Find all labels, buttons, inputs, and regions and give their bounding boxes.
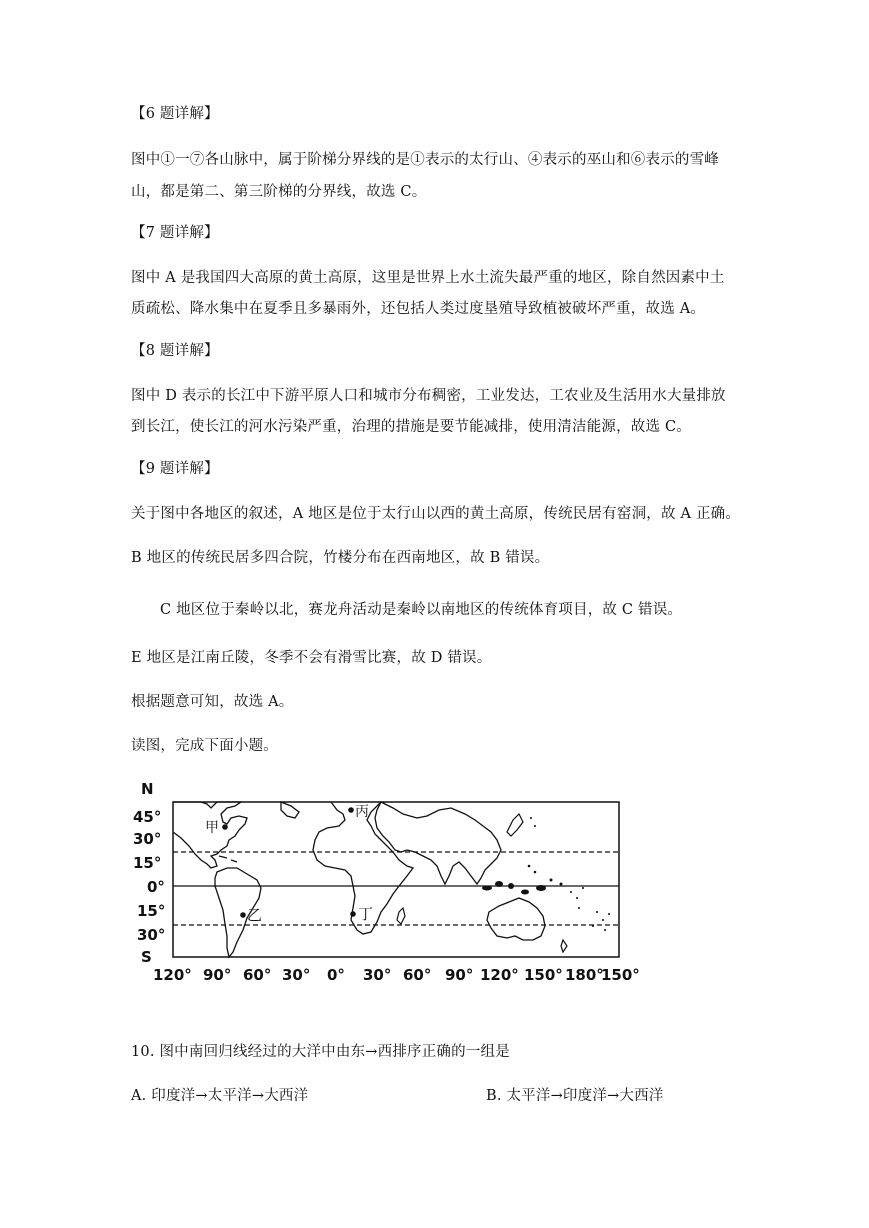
q9-line-3: C 地区位于秦岭以北，赛龙舟活动是秦岭以南地区的传统体育项目，故 C 错误。 (160, 602, 683, 618)
lon-label-120e: 120° (480, 966, 519, 984)
lon-label-90e: 90° (445, 966, 474, 984)
north-label: N (141, 780, 154, 798)
point-bing-dot (348, 807, 354, 813)
point-ding-label: 丁 (358, 905, 374, 923)
south-label: S (141, 948, 152, 966)
lon-label-120w: 120° (153, 966, 192, 984)
q9-line-2: B 地区的传统民居多四合院，竹楼分布在西南地区，故 B 错误。 (131, 550, 550, 566)
q10-option-a[interactable]: A. 印度洋→太平洋→大西洋 (131, 1088, 309, 1104)
asia-outline (375, 802, 501, 884)
australia-outline (487, 898, 545, 940)
q8-heading: 【8 题详解】 (131, 343, 219, 359)
q9-line-5: 根据题意可知，故选 A。 (131, 694, 294, 710)
q6-line-1: 图中①一⑦各山脉中，属于阶梯分界线的是①表示的太行山、④表示的巫山和⑥表示的雪峰 (131, 152, 719, 168)
q9-heading: 【9 题详解】 (131, 461, 219, 477)
point-yi-dot (240, 912, 246, 918)
new-zealand-outline (561, 940, 567, 952)
point-bing-label: 丙 (355, 804, 369, 820)
japan-outline (507, 814, 523, 836)
point-jia-dot (222, 824, 228, 830)
indonesia-islands (482, 865, 563, 895)
greenland-outline (281, 802, 299, 818)
lon-label-60e: 60° (403, 966, 432, 984)
lat-label-45n: 45° (133, 808, 162, 826)
q8-line-1: 图中 D 表示的长江中下游平原人口和城市分布稠密，工业发达，工农业及生活用水大量排放 (131, 388, 726, 404)
q7-line-1: 图中 A 是我国四大高原的黄土高原，这里是世界上水土流失最严重的地区，除自然因素中土 (131, 270, 725, 286)
point-yi-label: 乙 (247, 906, 263, 924)
instruction-text: 读图，完成下面小题。 (131, 738, 278, 754)
world-map-svg (131, 780, 651, 990)
q9-line-4: E 地区是江南丘陵，冬季不会有滑雪比赛，故 D 错误。 (131, 650, 492, 666)
lon-label-90w: 90° (203, 966, 232, 984)
lon-label-60w: 60° (243, 966, 272, 984)
q6-line-2: 山，都是第二、第三阶梯的分界线，故选 C。 (131, 184, 427, 200)
lon-label-150w: 150° (601, 966, 640, 984)
lat-label-0: 0° (147, 878, 165, 896)
lon-label-30w: 30° (282, 966, 311, 984)
q10-option-b[interactable]: B. 太平洋→印度洋→大西洋 (486, 1088, 664, 1104)
q8-line-2: 到长江，使长江的河水污染严重，治理的措施是要节能减排，使用清洁能源，故选 C。 (131, 419, 692, 435)
q7-heading: 【7 题详解】 (131, 225, 219, 241)
lat-label-15n: 15° (133, 854, 162, 872)
world-map-figure (131, 780, 651, 990)
q6-heading: 【6 题详解】 (131, 106, 219, 122)
lon-label-30e: 30° (363, 966, 392, 984)
point-ding-dot (350, 911, 356, 917)
lat-label-30s: 30° (137, 926, 166, 944)
madagascar-outline (397, 908, 405, 924)
point-jia-label: 甲 (205, 820, 219, 836)
q10-stem: 10. 图中南回归线经过的大洋中由东→西排序正确的一组是 (131, 1044, 510, 1060)
q7-line-2: 质疏松、降水集中在夏季且多暴雨外，还包括人类过度垦殖导致植被破坏严重，故选 A。 (131, 301, 706, 317)
lon-label-180: 180° (565, 966, 604, 984)
lon-label-150e: 150° (524, 966, 563, 984)
lat-label-30n: 30° (133, 830, 162, 848)
lon-label-0: 0° (327, 966, 345, 984)
lat-label-15s: 15° (137, 902, 166, 920)
q9-line-1: 关于图中各地区的叙述，A 地区是位于太行山以西的黄土高原，传统民居有窑洞，故 A 正确。 (131, 506, 741, 522)
